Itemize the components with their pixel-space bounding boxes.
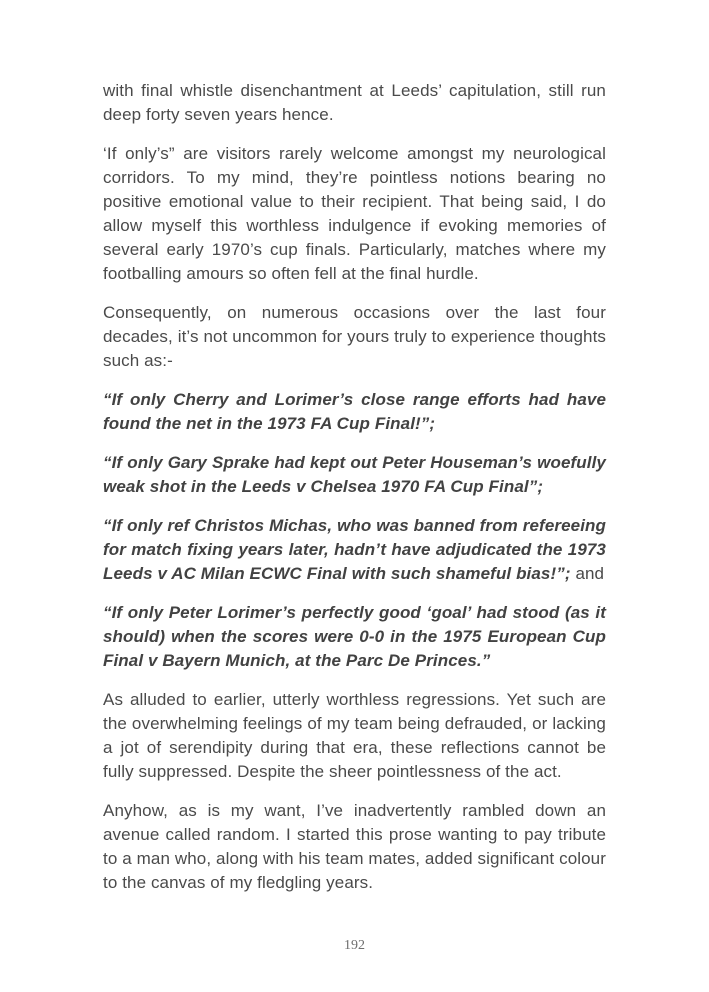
paragraph-9: Anyhow, as is my want, I’ve inadvertently rambled down an avenue called random. I started this prose wanting to pay tribute to a man who, along with his team mates, added significant colour to the canvas of my fledgling years. (103, 801, 606, 892)
paragraph-7-quote: “If only Peter Lorimer’s perfectly good ‘goal’ had stood (as it should) when the scores were 0-0 in the 1975 European Cup Final v Bayern Munich, at the Parc De Princes.” (103, 603, 606, 670)
paragraph-5-quote: “If only Gary Sprake had kept out Peter Houseman’s woefully weak shot in the Leeds v Chelsea 1970 FA Cup Final”; (103, 453, 606, 496)
paragraph-4-quote: “If only Cherry and Lorimer’s close range efforts had have found the net in the 1973 FA Cup Final!”; (103, 390, 606, 433)
quote-conjunction: and (570, 564, 605, 583)
page-number: 192 (344, 938, 365, 953)
paragraph-8: As alluded to earlier, utterly worthless regressions. Yet such are the overwhelming feelings of my team being defrauded, or lacking a jot of serendipity during that era, these reflections cannot be fully suppressed. Despite the sheer pointlessness of the act. (103, 690, 606, 781)
paragraph-1: with final whistle disenchantment at Leeds’ capitulation, still run deep forty seven years hence. (103, 81, 606, 124)
paragraph-6-quote (103, 514, 606, 586)
quote-text: “If only ref Christos Michas, who was banned from refereeing for match fixing years later, hadn’t have adjudicated the 1973 Leeds v AC Milan ECWC Final with such shameful bias!”; (103, 516, 606, 583)
paragraph-3: Consequently, on numerous occasions over the last four decades, it’s not uncommon for yours truly to experience thoughts such as:- (103, 303, 606, 370)
page-body-text (103, 79, 606, 910)
paragraph-2: ‘If only’s” are visitors rarely welcome amongst my neurological corridors. To my mind, they’re pointless notions bearing no positive emotional value to their recipient. That being said, I do allow myself this worthless indulgence if evoking memories of several early 1970’s cup finals. Particularly, matches where my footballing amours so often fell at the final hurdle. (103, 144, 606, 283)
